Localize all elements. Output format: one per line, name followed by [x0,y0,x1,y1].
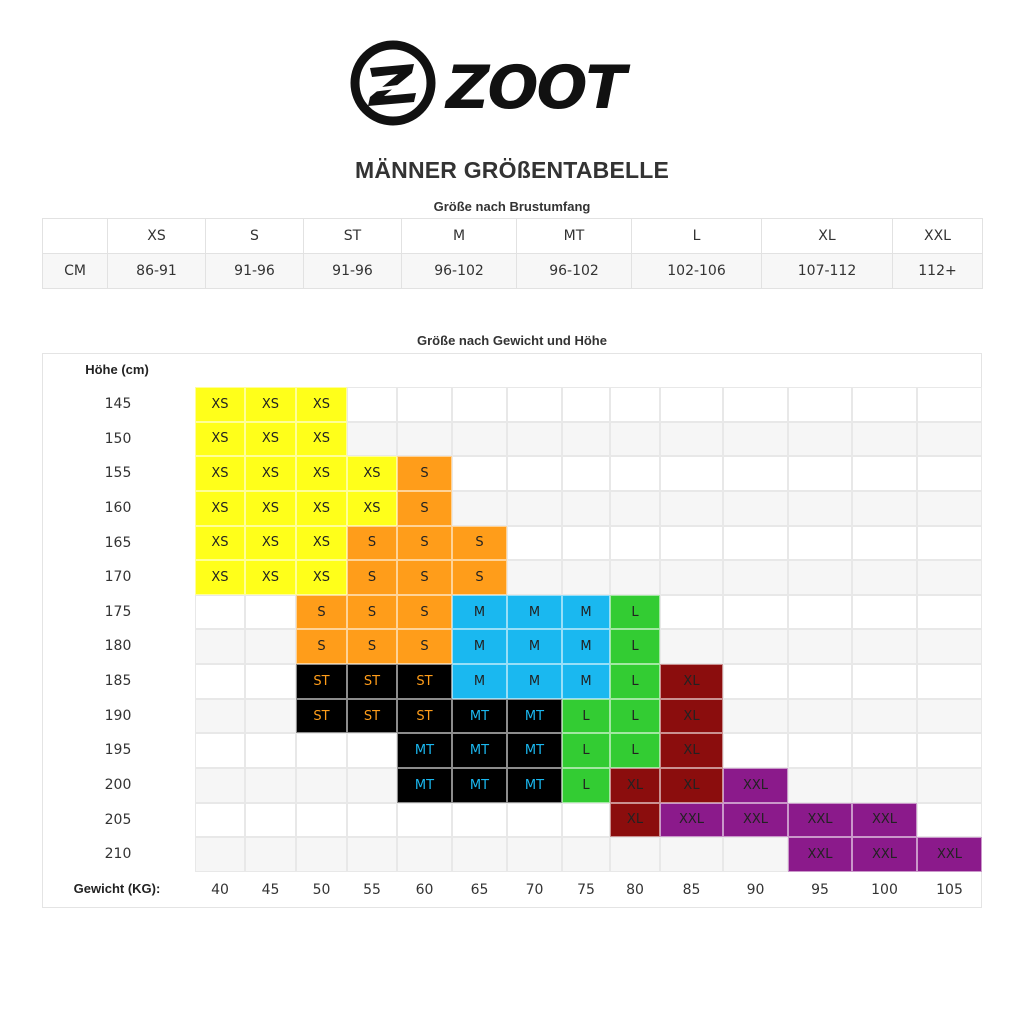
empty-cell [852,699,917,734]
empty-cell [195,768,245,803]
empty-cell [296,803,347,838]
weight-label: 60 [415,882,434,898]
size-cell: ST [347,699,397,734]
chest-row-label: CM [43,254,108,289]
empty-cell [788,526,852,561]
empty-cell [917,733,982,768]
size-cell: S [347,560,397,595]
height-label: 185 [104,673,132,690]
empty-cell [788,768,852,803]
empty-cell [917,595,982,630]
empty-cell [562,456,610,491]
empty-cell [852,526,917,561]
logo-wordmark: ZOOT [446,53,625,123]
chest-value-cell: 107-112 [762,254,893,289]
chest-size-table [42,218,983,289]
empty-cell [723,837,788,872]
chest-header-cell: XXL [893,219,983,254]
empty-cell [347,768,397,803]
empty-cell [660,837,723,872]
empty-cell [723,456,788,491]
empty-cell [917,768,982,803]
empty-cell [917,803,982,838]
size-cell: M [562,664,610,699]
size-cell: ST [296,664,347,699]
height-label: 180 [104,638,132,655]
empty-cell [245,837,296,872]
size-cell: XXL [917,837,982,872]
size-cell: S [347,629,397,664]
empty-cell [245,803,296,838]
weight-label: 85 [682,882,701,898]
size-cell: XL [610,803,660,838]
empty-cell [452,456,507,491]
size-cell: S [296,595,347,630]
height-label: 175 [104,603,132,620]
empty-cell [852,768,917,803]
empty-cell [296,837,347,872]
size-cell: L [610,699,660,734]
empty-cell [917,456,982,491]
empty-cell [245,699,296,734]
chest-header-row [43,219,983,254]
chest-header-cell: XS [108,219,206,254]
size-cell: M [562,595,610,630]
empty-cell [660,491,723,526]
size-cell: XS [347,491,397,526]
empty-cell [788,699,852,734]
chest-value-cell: 91-96 [206,254,304,289]
empty-cell [852,456,917,491]
chest-value-cell: 91-96 [304,254,402,289]
empty-cell [852,491,917,526]
weight-label: 50 [312,882,331,898]
height-axis-label: Höhe (cm) [85,362,149,377]
chest-header-cell: ST [304,219,402,254]
empty-cell [610,491,660,526]
empty-cell [562,387,610,422]
empty-cell [660,560,723,595]
empty-cell [347,733,397,768]
empty-cell [296,768,347,803]
size-cell: L [562,699,610,734]
size-cell: XS [245,526,296,561]
empty-cell [562,422,610,457]
size-cell: XL [660,699,723,734]
size-cell: M [507,595,562,630]
empty-cell [507,422,562,457]
empty-cell [195,837,245,872]
empty-cell [917,387,982,422]
size-cell: MT [397,733,452,768]
empty-cell [660,456,723,491]
weight-label: 40 [211,882,229,898]
height-label: 160 [104,499,132,516]
empty-cell [788,560,852,595]
size-cell: XXL [723,803,788,838]
chest-value-row [43,254,983,289]
chest-header-cell: S [206,219,304,254]
size-cell: ST [397,699,452,734]
zoot-z-circle-logo-icon [348,40,658,130]
empty-cell [562,837,610,872]
size-cell: MT [452,699,507,734]
empty-cell [660,526,723,561]
empty-cell [852,733,917,768]
height-label: 190 [104,707,132,724]
empty-cell [397,837,452,872]
size-cell: L [610,629,660,664]
size-cell: XS [245,560,296,595]
empty-cell [917,491,982,526]
empty-cell [917,664,982,699]
chest-header-cell: M [402,219,517,254]
size-cell: XS [347,456,397,491]
empty-cell [507,526,562,561]
size-cell: XL [660,664,723,699]
size-cell: S [296,629,347,664]
empty-cell [852,595,917,630]
empty-cell [917,526,982,561]
size-cell: M [507,664,562,699]
weight-label: 65 [470,882,489,898]
empty-cell [610,837,660,872]
size-cell: XS [245,422,296,457]
height-label: 170 [104,569,132,586]
empty-cell [610,422,660,457]
chest-value-cell: 96-102 [517,254,632,289]
height-label: 195 [104,742,132,759]
weight-label: 90 [746,882,765,898]
empty-cell [507,491,562,526]
size-cell: S [397,491,452,526]
empty-cell [610,526,660,561]
empty-cell [347,837,397,872]
size-cell: S [452,526,507,561]
empty-cell [245,733,296,768]
empty-cell [917,422,982,457]
page-title: MÄNNER GRÖßENTABELLE [354,157,670,183]
size-cell: L [562,768,610,803]
empty-cell [723,664,788,699]
empty-cell [723,526,788,561]
empty-cell [452,491,507,526]
empty-cell [562,803,610,838]
empty-cell [723,733,788,768]
size-cell: XS [296,387,347,422]
empty-cell [723,387,788,422]
size-cell: ST [296,699,347,734]
empty-cell [347,803,397,838]
weight-label: 45 [261,882,280,898]
empty-cell [723,699,788,734]
size-cell: XXL [660,803,723,838]
size-cell: XS [195,387,245,422]
empty-cell [917,629,982,664]
weight-label: 100 [871,882,898,898]
empty-cell [245,595,296,630]
size-cell: M [452,629,507,664]
empty-cell [507,560,562,595]
empty-cell [507,837,562,872]
size-cell: XXL [788,803,852,838]
weight-label: 105 [936,882,963,898]
empty-cell [852,560,917,595]
empty-cell [917,699,982,734]
empty-cell [610,560,660,595]
size-cell: XS [245,491,296,526]
height-label: 150 [104,430,132,447]
empty-cell [195,595,245,630]
empty-cell [195,629,245,664]
empty-cell [788,664,852,699]
empty-cell [788,595,852,630]
empty-cell [660,422,723,457]
chest-value-cell: 112+ [893,254,983,289]
empty-cell [660,387,723,422]
size-cell: MT [452,733,507,768]
size-cell: MT [452,768,507,803]
size-cell: S [397,629,452,664]
weight-label: 80 [626,882,644,898]
empty-cell [507,387,562,422]
size-cell: MT [507,733,562,768]
empty-cell [507,456,562,491]
size-cell: XS [195,422,245,457]
empty-cell [788,387,852,422]
zoot-logo [348,40,658,130]
size-cell: M [507,629,562,664]
size-cell: XS [296,526,347,561]
size-cell: ST [347,664,397,699]
empty-cell [562,526,610,561]
weight-label: 70 [525,882,544,898]
empty-cell [723,422,788,457]
empty-cell [397,387,452,422]
size-cell: XS [296,560,347,595]
empty-cell [723,629,788,664]
empty-cell [610,387,660,422]
height-label: 205 [104,811,132,828]
size-cell: XS [195,491,245,526]
empty-cell [562,491,610,526]
size-cell: S [452,560,507,595]
size-cell: XS [296,456,347,491]
empty-cell [195,803,245,838]
size-cell: S [347,595,397,630]
empty-cell [195,699,245,734]
empty-cell [245,768,296,803]
weight-axis-label: Gewicht (KG): [73,881,161,896]
empty-cell [245,664,296,699]
size-cell: S [347,526,397,561]
empty-cell [852,422,917,457]
empty-cell [610,456,660,491]
size-cell: XS [195,526,245,561]
empty-cell [852,664,917,699]
empty-cell [723,491,788,526]
chest-value-cell: 96-102 [402,254,517,289]
size-cell: L [610,595,660,630]
size-cell: S [397,560,452,595]
empty-cell [788,733,852,768]
height-label: 155 [104,465,132,482]
empty-cell [660,595,723,630]
weight-chart-title: Größe nach Gewicht und Höhe [417,333,607,348]
size-cell: XS [195,560,245,595]
size-cell: XXL [852,803,917,838]
empty-cell [788,456,852,491]
size-cell: XL [660,733,723,768]
empty-cell [852,387,917,422]
weight-label: 55 [363,882,381,898]
size-cell: XL [660,768,723,803]
empty-cell [452,387,507,422]
size-cell: XXL [723,768,788,803]
empty-cell [660,629,723,664]
empty-cell [723,595,788,630]
empty-cell [852,629,917,664]
size-cell: XS [195,456,245,491]
empty-cell [195,664,245,699]
size-cell: MT [507,699,562,734]
size-cell: L [562,733,610,768]
height-label: 165 [104,534,132,551]
chest-table-title: Größe nach Brustumfang [433,199,591,214]
size-cell: M [452,595,507,630]
height-label: 210 [104,846,132,863]
chest-header-corner [43,219,108,254]
size-cell: S [397,595,452,630]
height-label: 145 [104,396,132,412]
empty-cell [507,803,562,838]
size-cell: L [610,664,660,699]
size-cell: XS [296,491,347,526]
size-cell: M [452,664,507,699]
empty-cell [788,629,852,664]
empty-cell [245,629,296,664]
empty-cell [562,560,610,595]
size-cell: XXL [788,837,852,872]
chest-header-cell: MT [517,219,632,254]
size-cell: ST [397,664,452,699]
empty-cell [788,491,852,526]
weight-label: 75 [577,882,595,898]
empty-cell [452,803,507,838]
chest-value-cell: 86-91 [108,254,206,289]
empty-cell [397,422,452,457]
size-cell: S [397,526,452,561]
empty-cell [347,387,397,422]
empty-cell [452,422,507,457]
chest-header-cell: L [632,219,762,254]
empty-cell [397,803,452,838]
size-cell: XXL [852,837,917,872]
size-cell: XL [610,768,660,803]
empty-cell [788,422,852,457]
chest-value-cell: 102-106 [632,254,762,289]
size-cell: S [397,456,452,491]
size-cell: XS [296,422,347,457]
empty-cell [296,733,347,768]
empty-cell [452,837,507,872]
empty-cell [347,422,397,457]
size-cell: XS [245,456,296,491]
empty-cell [917,560,982,595]
empty-cell [195,733,245,768]
size-cell: MT [507,768,562,803]
height-label: 200 [104,777,132,794]
weight-label: 95 [811,882,829,898]
size-cell: XS [245,387,296,422]
size-cell: MT [397,768,452,803]
empty-cell [723,560,788,595]
chest-header-cell: XL [762,219,893,254]
size-cell: L [610,733,660,768]
size-cell: M [562,629,610,664]
